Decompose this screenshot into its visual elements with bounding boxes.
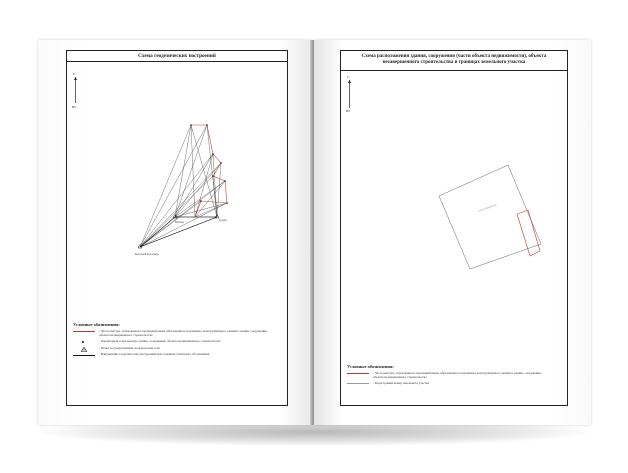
gray-line-icon [347, 383, 369, 384]
point-label-1: Вешки [175, 220, 184, 224]
legend-item: - Пункт государственной геодезической сети [73, 347, 269, 351]
point-label-2: Гриди [219, 218, 227, 222]
point-label-3: Красный Богатырь [135, 252, 160, 256]
land-parcel-diagram [341, 51, 569, 351]
triangle-icon [81, 347, 87, 352]
legend-title: Условные обозначения: [73, 322, 120, 327]
left-page-title: Схема геодезических построений [67, 51, 287, 62]
parcel-label: 00:00:0000000:00 [478, 203, 498, 213]
black-line-icon [73, 355, 95, 356]
red-line-icon [347, 373, 369, 374]
legend-item: - Кадастровый номер земельного участка [347, 382, 543, 386]
left-legend [73, 323, 269, 360]
right-drawing-frame [340, 50, 568, 406]
legend-item: - Характерная точка контура здания, сооружения, объекта незавершенного строительства [73, 340, 269, 344]
right-legend [347, 365, 543, 389]
legend-item: - Часть контура, образованного проекцией вновь образованного надземного конструктивного элемента здания, сооружения, объекта незавершенного строительства [73, 330, 269, 338]
legend-item: - Направление геодезических построений при создании съемочного обоснования [73, 353, 269, 357]
north-letter: С [73, 72, 76, 76]
left-drawing-frame [66, 50, 288, 406]
north-letter: С [347, 75, 350, 79]
geodetic-construction-diagram [67, 51, 289, 256]
red-line-icon [73, 331, 95, 332]
south-letter: Ю [346, 109, 350, 113]
right-title-line-1: Схема расположения здания, сооружения (части объекта недвижимости), объекта [361, 54, 547, 59]
south-letter: Ю [72, 105, 76, 109]
legend-title: Условные обозначения: [347, 364, 394, 369]
right-title-line-2: незавершенного строительства в границах земельного участка [382, 60, 526, 65]
legend-item: - Часть контура, образованного проекцией вновь образованного надземного конструктивного элемента здания, сооружения, объекта незавершенного строительства [347, 372, 543, 380]
dot-icon [82, 341, 84, 343]
parcel-boundary [439, 165, 541, 269]
